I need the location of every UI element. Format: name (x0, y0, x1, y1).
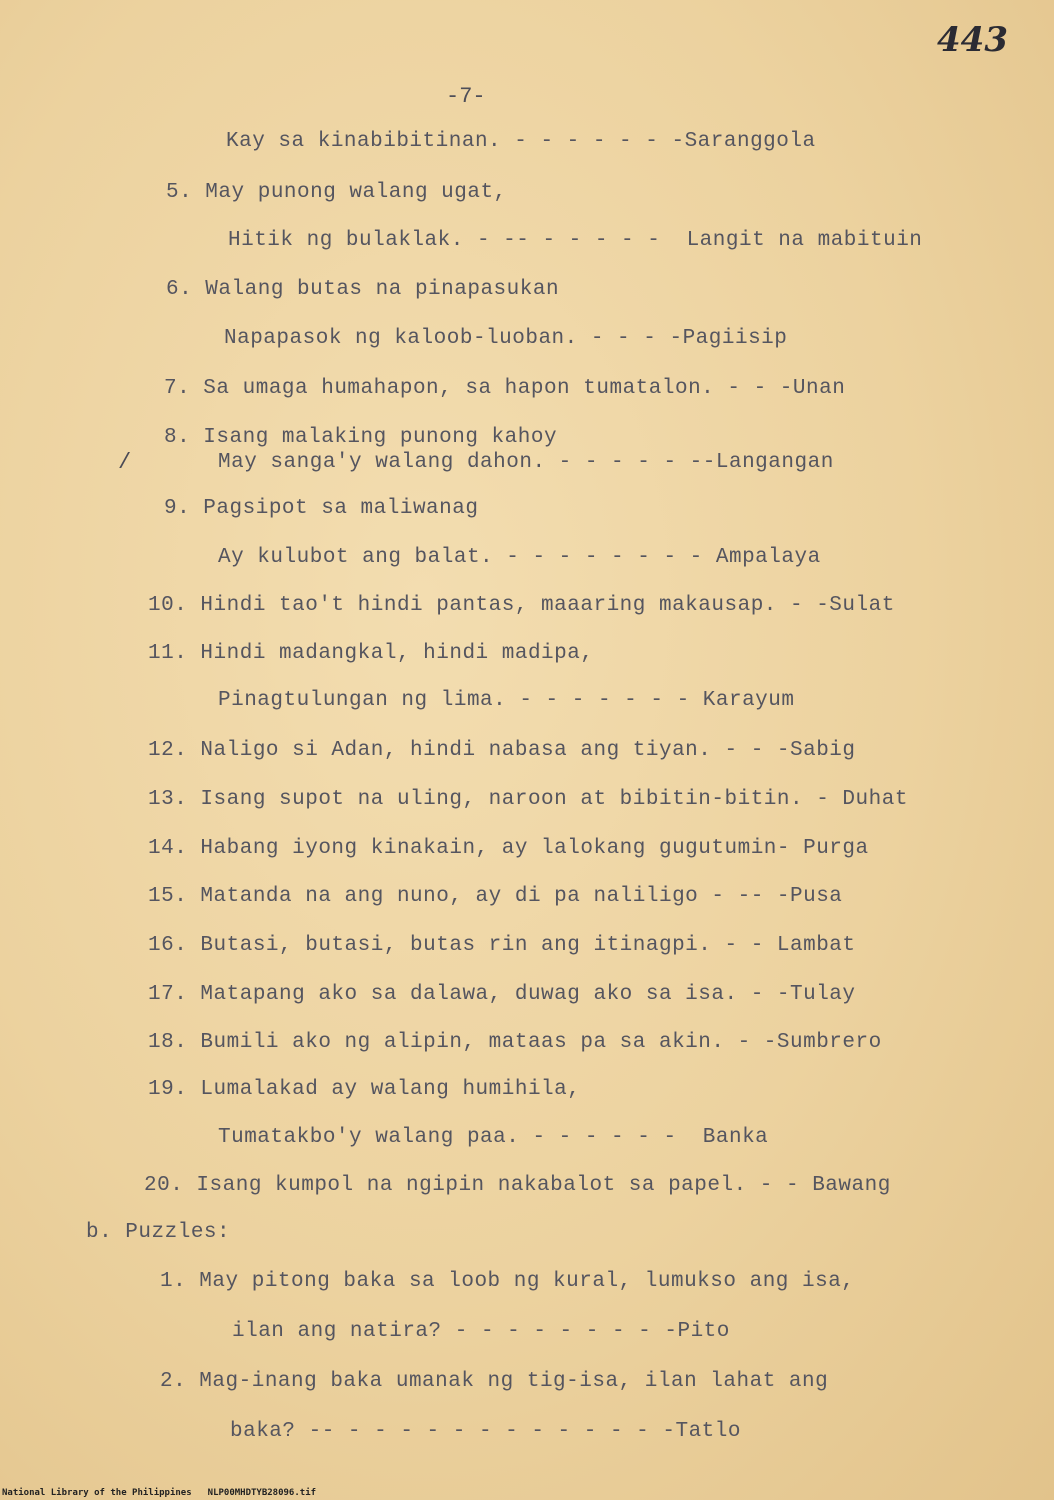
text-line: Napapasok ng kaloob-luoban. - - - -Pagiisip (224, 327, 788, 350)
text-line: ilan ang natira? - - - - - - - - -Pito (232, 1320, 730, 1343)
text-line: 18. Bumili ako ng alipin, mataas pa sa akin. - -Sumbrero (148, 1031, 882, 1054)
text-line: 7. Sa umaga humahapon, sa hapon tumatalon. - - -Unan (164, 377, 846, 400)
footer-file: NLP00MHDTYB28096.tif (207, 1488, 317, 1498)
section-heading: b. Puzzles: (86, 1221, 231, 1244)
text-line: 16. Butasi, butasi, butas rin ang itinagpi. - - Lambat (148, 934, 856, 957)
text-line: 6. Walang butas na pinapasukan (166, 278, 560, 301)
text-line: baka? -- - - - - - - - - - - - - -Tatlo (230, 1420, 741, 1443)
text-line: 1. May pitong baka sa loob ng kural, lumukso ang isa, (160, 1270, 855, 1293)
text-line: 15. Matanda na ang nuno, ay di pa naliligo - -- -Pusa (148, 885, 843, 908)
text-line: 17. Matapang ako sa dalawa, duwag ako sa isa. - -Tulay (148, 983, 856, 1006)
footer-library: National Library of the Philippines (2, 1488, 192, 1498)
text-line: 2. Mag-inang baka umanak ng tig-isa, ilan lahat ang (160, 1370, 829, 1393)
text-line: 12. Naligo si Adan, hindi nabasa ang tiyan. - - -Sabig (148, 739, 856, 762)
text-line: 8. Isang malaking punong kahoy (164, 426, 558, 449)
text-line: Hitik ng bulaklak. - -- - - - - - Langit na mabituin (228, 229, 923, 252)
text-line: Kay sa kinabibitinan. - - - - - - -Saranggola (226, 130, 816, 153)
margin-mark: / (118, 450, 132, 475)
scan-footer (2, 1488, 316, 1498)
page-stamp: 443 (937, 20, 1008, 60)
text-line: 9. Pagsipot sa maliwanag (164, 497, 479, 520)
page-number: -7- (446, 84, 486, 109)
text-line: May sanga'y walang dahon. - - - - - --Langangan (218, 451, 834, 474)
text-line: 10. Hindi tao't hindi pantas, maaaring makausap. - -Sulat (148, 594, 895, 617)
text-line: 11. Hindi madangkal, hindi madipa, (148, 642, 594, 665)
text-line: 13. Isang supot na uling, naroon at bibitin-bitin. - Duhat (148, 788, 908, 811)
text-line: Tumatakbo'y walang paa. - - - - - - Banka (218, 1126, 769, 1149)
text-line: 20. Isang kumpol na ngipin nakabalot sa papel. - - Bawang (144, 1174, 891, 1197)
text-line: 5. May punong walang ugat, (166, 181, 507, 204)
text-line: Pinagtulungan ng lima. - - - - - - - Karayum (218, 689, 795, 712)
text-line: 14. Habang iyong kinakain, ay lalokang gugutumin- Purga (148, 837, 869, 860)
text-line: Ay kulubot ang balat. - - - - - - - - Ampalaya (218, 546, 821, 569)
text-line: 19. Lumalakad ay walang humihila, (148, 1078, 581, 1101)
